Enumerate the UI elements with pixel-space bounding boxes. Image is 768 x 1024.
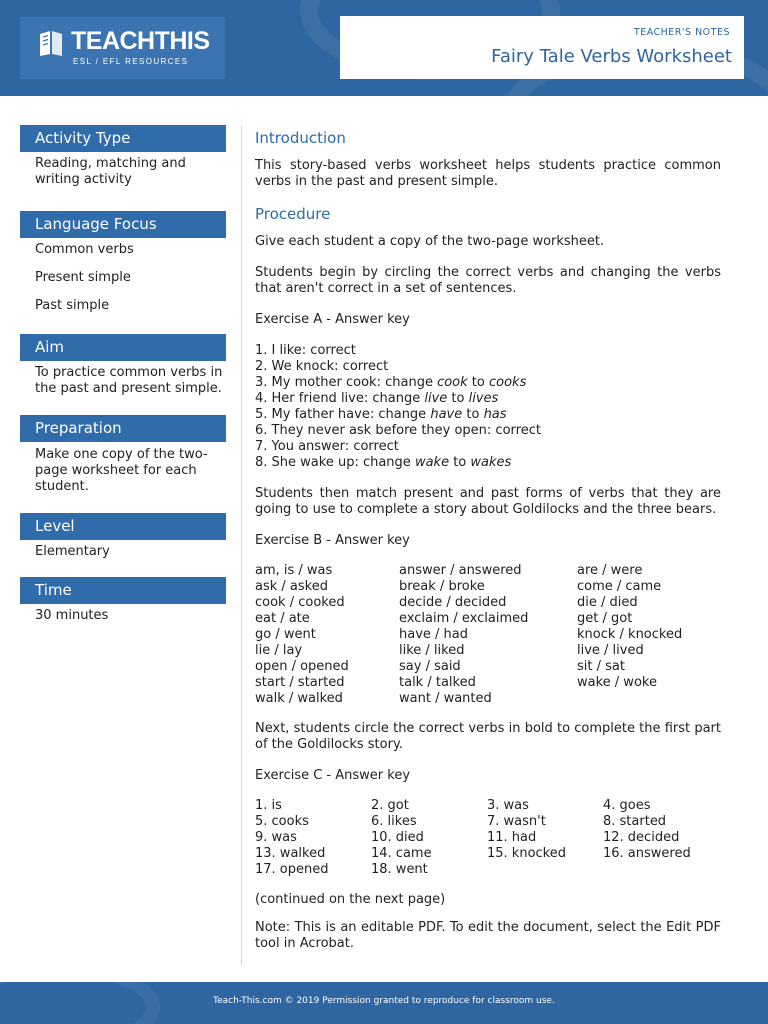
answer-item: 8. started	[603, 814, 667, 829]
exercise-a-item: 7. You answer: correct	[255, 439, 399, 454]
verb-pair: get / got	[577, 611, 633, 626]
exercise-b-column	[577, 563, 721, 707]
verb-pair: break / broke	[399, 579, 485, 594]
procedure-step: Give each student a copy of the two-page worksheet.	[255, 234, 605, 249]
verb-pair: ask / asked	[255, 579, 328, 594]
verb-pair: start / started	[255, 675, 345, 690]
verb-pair: live / lived	[577, 643, 644, 658]
verb-pair: want / wanted	[399, 691, 492, 706]
exercise-b-title: Exercise B - Answer key	[255, 533, 410, 548]
answer-item: 12. decided	[603, 830, 680, 845]
answer-item: 17. opened	[255, 862, 329, 877]
verb-pair: die / died	[577, 595, 638, 610]
continued-note: (continued on the next page)	[255, 892, 446, 907]
verb-pair: cook / cooked	[255, 595, 345, 610]
answer-item: 2. got	[371, 798, 409, 813]
level-text: Elementary	[35, 544, 110, 559]
procedure-heading: Procedure	[255, 205, 331, 223]
time-text: 30 minutes	[35, 608, 109, 623]
page-title: Fairy Tale Verbs Worksheet	[491, 46, 732, 67]
page-header	[0, 0, 768, 96]
verb-pair: come / came	[577, 579, 662, 594]
verb-pair: say / said	[399, 659, 461, 674]
verb-pair: walk / walked	[255, 691, 343, 706]
logo-subtitle: ESL / EFL RESOURCES	[73, 57, 189, 66]
verb-pair: sit / sat	[577, 659, 625, 674]
verb-pair: eat / ate	[255, 611, 310, 626]
aim-heading: Aim	[20, 334, 226, 361]
editable-pdf-note: Note: This is an editable PDF. To edit the document, select the Edit PDF tool in Acrobat.	[255, 920, 721, 951]
answer-item: 10. died	[371, 830, 424, 845]
exercise-a-item: 8. She wake up: change wake to wakes	[255, 455, 512, 470]
exercise-a-title: Exercise A - Answer key	[255, 312, 410, 327]
main-content	[255, 128, 721, 952]
language-focus-item: Past simple	[35, 298, 110, 313]
verb-pair: decide / decided	[399, 595, 507, 610]
exercise-b-column	[255, 563, 399, 707]
activity-type-heading: Activity Type	[20, 125, 226, 152]
answer-item: 7. wasn't	[487, 814, 546, 829]
exercise-a-item: 3. My mother cook: change cook to cooks	[255, 375, 527, 390]
answer-item: 1. is	[255, 798, 282, 813]
answer-item: 5. cooks	[255, 814, 309, 829]
verb-pair: have / had	[399, 627, 468, 642]
answer-item: 4. goes	[603, 798, 651, 813]
exercise-c-title: Exercise C - Answer key	[255, 768, 411, 783]
exercise-a-item: 5. My father have: change have to has	[255, 407, 507, 422]
answer-item: 18. went	[371, 862, 428, 877]
verb-pair: knock / knocked	[577, 627, 683, 642]
verb-pair: answer / answered	[399, 563, 522, 578]
preparation-text: Make one copy of the two-page worksheet for each student.	[35, 447, 208, 494]
answer-item: 6. likes	[371, 814, 417, 829]
book-icon	[36, 28, 66, 58]
procedure-step: Students then match present and past forms of verbs that they are going to use to complete a story about Goldilocks and the three bears.	[255, 486, 721, 517]
logo[interactable]	[20, 17, 225, 79]
preparation-heading: Preparation	[20, 415, 226, 442]
answer-item: 3. was	[487, 798, 529, 813]
introduction-text: This story-based verbs worksheet helps students practice common verbs in the past and present simple.	[255, 158, 721, 189]
verb-pair: open / opened	[255, 659, 349, 674]
title-box	[340, 16, 744, 79]
answer-item: 11. had	[487, 830, 537, 845]
exercise-a-item: 6. They never ask before they open: correct	[255, 423, 541, 438]
exercise-a-item: 4. Her friend live: change live to lives	[255, 391, 499, 406]
answer-item: 16. answered	[603, 846, 691, 861]
language-focus-heading: Language Focus	[20, 211, 226, 238]
notes-label: TEACHER'S NOTES	[633, 27, 730, 38]
footer-copyright: Teach-This.com © 2019 Permission granted to reproduce for classroom use.	[213, 996, 555, 1006]
verb-pair: exclaim / exclaimed	[399, 611, 529, 626]
answer-item: 13. walked	[255, 846, 326, 861]
aim-text: To practice common verbs in the past and present simple.	[35, 365, 223, 396]
column-divider	[241, 125, 242, 965]
answer-item: 15. knocked	[487, 846, 566, 861]
activity-type-text: Reading, matching and writing activity	[35, 156, 186, 187]
sidebar	[20, 125, 226, 624]
verb-pair: go / went	[255, 627, 316, 642]
logo-title: TEACHTHIS	[71, 27, 210, 55]
exercise-a-item: 2. We knock: correct	[255, 359, 389, 374]
exercise-a-item: 1. I like: correct	[255, 343, 356, 358]
exercise-c-grid	[255, 798, 721, 878]
verb-pair: lie / lay	[255, 643, 303, 658]
exercise-b-grid	[255, 563, 721, 707]
language-focus-item: Common verbs	[35, 242, 134, 257]
verb-pair: are / were	[577, 563, 643, 578]
exercise-b-column	[399, 563, 577, 707]
page-footer	[0, 982, 768, 1024]
verb-pair: wake / woke	[577, 675, 657, 690]
time-heading: Time	[20, 577, 226, 604]
introduction-heading: Introduction	[255, 129, 346, 147]
answer-item: 9. was	[255, 830, 297, 845]
answer-item: 14. came	[371, 846, 432, 861]
verb-pair: like / liked	[399, 643, 465, 658]
level-heading: Level	[20, 513, 226, 540]
procedure-step: Students begin by circling the correct verbs and changing the verbs that aren't correct in a set of sentences.	[255, 265, 721, 296]
language-focus-item: Present simple	[35, 270, 131, 285]
verb-pair: am, is / was	[255, 563, 333, 578]
verb-pair: talk / talked	[399, 675, 476, 690]
procedure-step: Next, students circle the correct verbs in bold to complete the first part of the Goldilocks story.	[255, 721, 721, 752]
exercise-a-list	[255, 343, 721, 471]
